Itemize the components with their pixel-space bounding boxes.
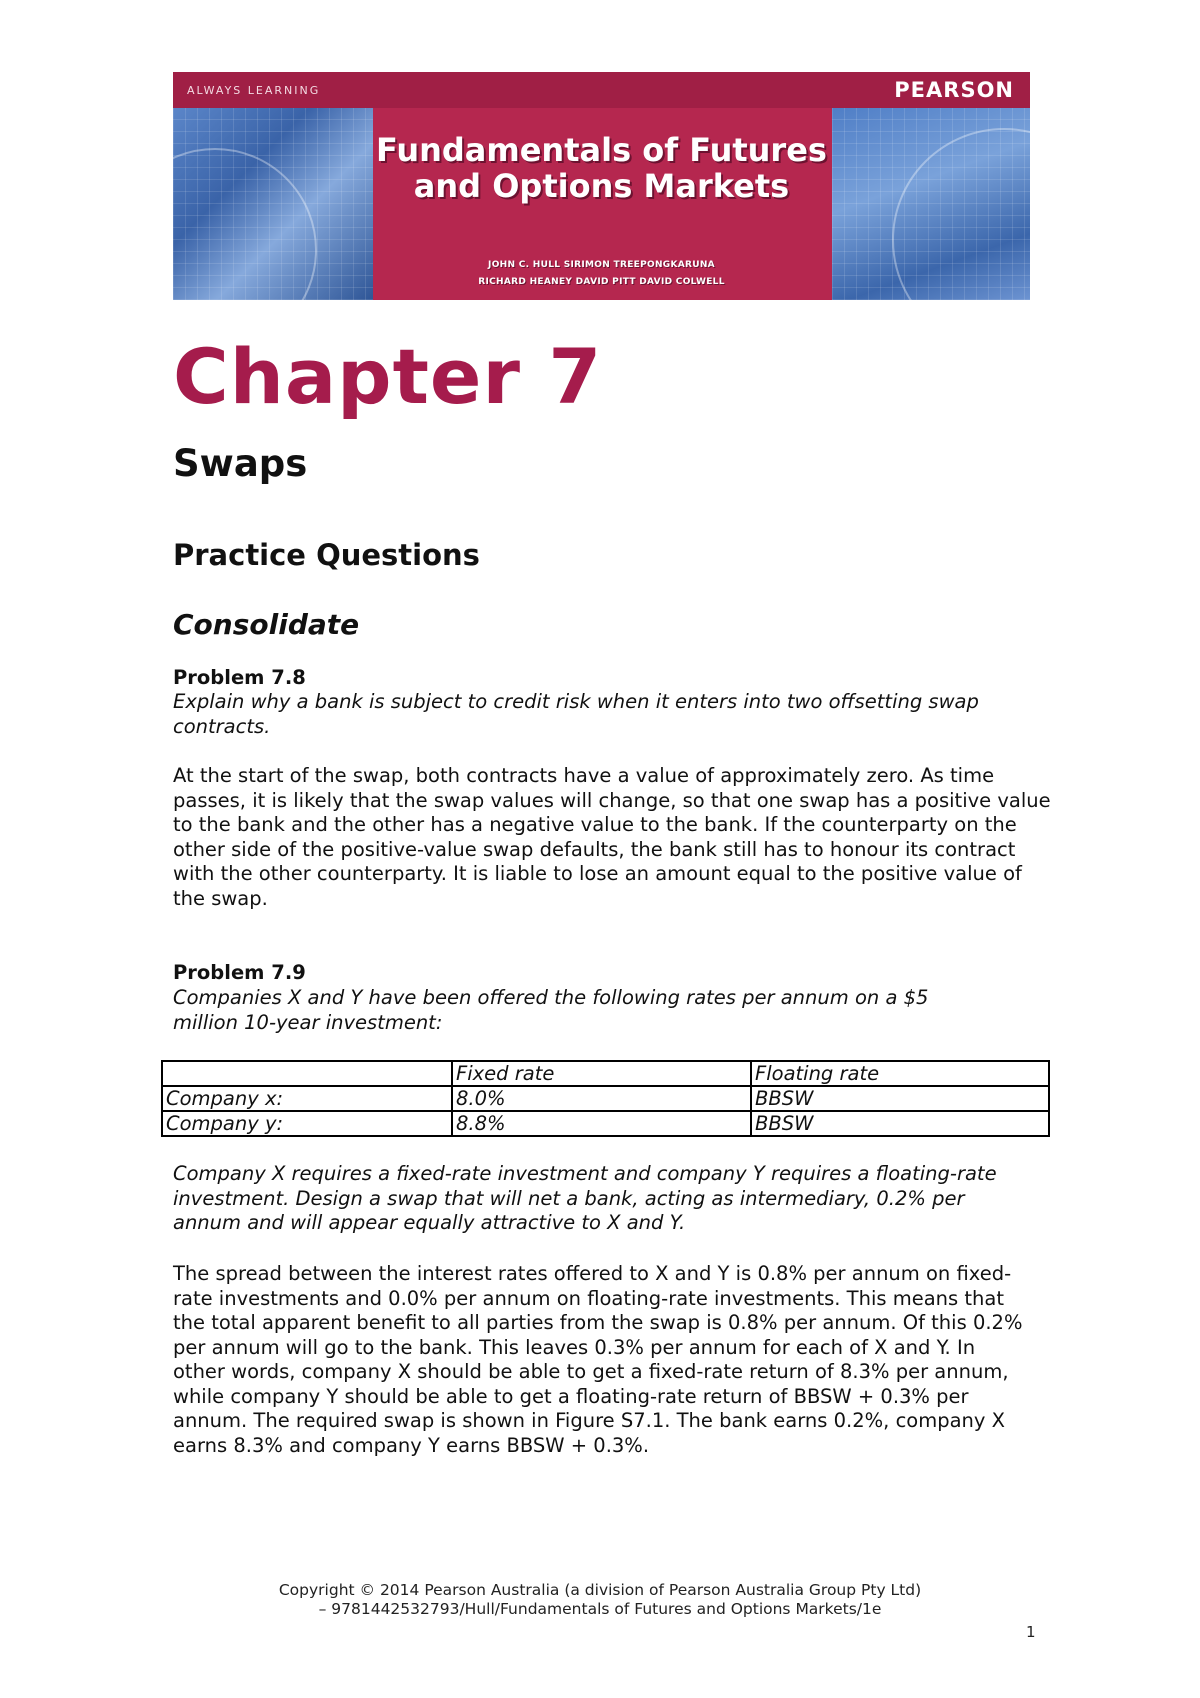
table-cell: Company y: (162, 1111, 452, 1136)
table-header-row (162, 1061, 1049, 1086)
table-row (162, 1086, 1049, 1111)
subsection-heading: Consolidate (173, 608, 360, 641)
authors-line2: RICHARD HEANEY DAVID PITT DAVID COLWELL (478, 277, 725, 287)
isbn-line: – 9781442532793/Hull/Fundamentals of Futures and Options Markets/1e (318, 1600, 882, 1618)
problem-title: Problem 7.9 (173, 961, 306, 984)
table-cell (162, 1061, 452, 1086)
book-title-line2: and Options Markets (413, 167, 790, 205)
authors-line1: JOHN C. HULL SIRIMON TREEPONGKARUNA (488, 260, 715, 270)
banner-tagline: ALWAYS LEARNING (187, 84, 321, 97)
banner-right-image (832, 108, 1030, 300)
section-heading: Practice Questions (173, 538, 480, 572)
rates-table (161, 1060, 1050, 1137)
chapter-title: Chapter 7 (173, 332, 603, 421)
table-cell: Fixed rate (452, 1061, 751, 1086)
table-cell: Company x: (162, 1086, 452, 1111)
book-title-line1: Fundamentals of Futures (376, 131, 827, 169)
table-cell: Floating rate (751, 1061, 1049, 1086)
problem-title: Problem 7.8 (173, 666, 306, 689)
copyright-line: Copyright © 2014 Pearson Australia (a division of Pearson Australia Group Pty Ltd) (278, 1581, 922, 1599)
problem-answer: The spread between the interest rates offered to X and Y is 0.8% per annum on fixed-rate investments and 0.0% per annum on floating-rate investments. This means that the total apparent benefit to all parties from the swap is 0.8% per annum. Of this 0.2% per annum will go to the bank. This leaves 0.3% per annum for each of X and Y. In other words, company X should be able to get a fixed-rate return of 8.3% per annum, while company Y should be able to get a floating-rate return of BBSW + 0.3% per annum. The required swap is shown in Figure S7.1. The bank earns 0.2%, company X earns 8.3% and company Y earns BBSW + 0.3%. (173, 1262, 1023, 1457)
banner-left-image (173, 108, 373, 300)
problem-question-continued: Company X requires a fixed-rate investment and company Y requires a floating-rate investment. Design a swap that will net a bank, acting as intermediary, 0.2% per annum and will appear equally attractive to X and Y. (173, 1162, 997, 1234)
table-cell: BBSW (751, 1111, 1049, 1136)
table-cell: 8.8% (452, 1111, 751, 1136)
chapter-subtitle: Swaps (173, 442, 308, 485)
problem-question: Companies X and Y have been offered the following rates per annum on a $5 million 10-year investment: (173, 986, 929, 1034)
table-cell: BBSW (751, 1086, 1049, 1111)
publisher-logo: PEARSON (894, 78, 1014, 102)
table-row (162, 1111, 1049, 1136)
problem-question: Explain why a bank is subject to credit risk when it enters into two offsetting swap contracts. (173, 690, 979, 738)
page-number: 1 (1026, 1623, 1036, 1641)
table-cell: 8.0% (452, 1086, 751, 1111)
problem-answer: At the start of the swap, both contracts have a value of approximately zero. As time passes, it is likely that the swap values will change, so that one swap has a positive value to the bank and the other has a negative value to the bank. If the counterparty on the other side of the positive-value swap defaults, the bank still has to honour its contract with the other counterparty. It is liable to lose an amount equal to the positive value of the swap. (173, 764, 1051, 910)
book-title (373, 132, 830, 204)
book-cover-banner (173, 72, 1030, 300)
